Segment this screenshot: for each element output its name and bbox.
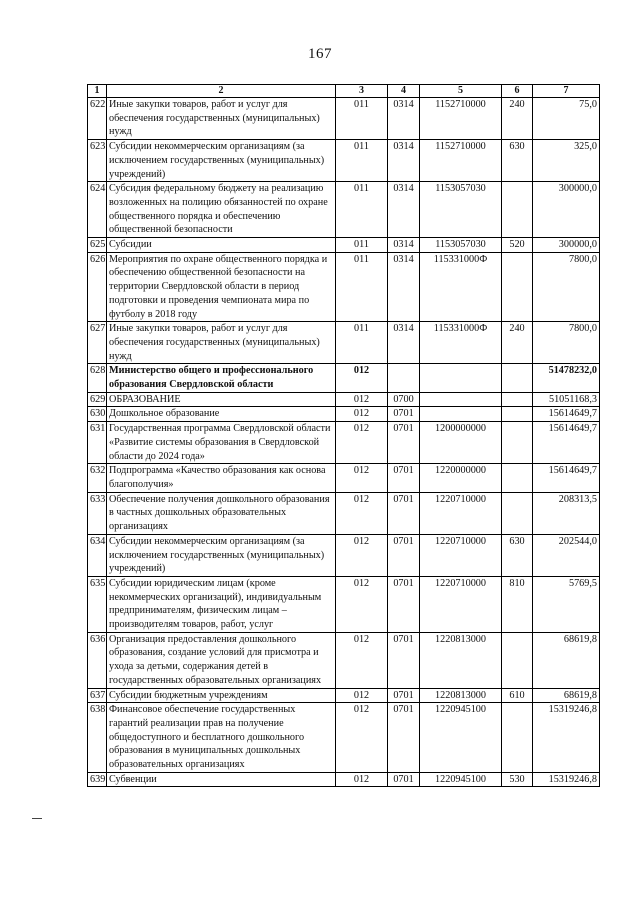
row-ministry-code: 012 — [336, 772, 388, 787]
row-section-code: 0701 — [388, 464, 420, 492]
row-number: 624 — [88, 182, 107, 238]
row-expense-type: 530 — [502, 772, 533, 787]
row-amount: 15319246,8 — [533, 772, 600, 787]
row-number: 626 — [88, 252, 107, 322]
row-number: 634 — [88, 534, 107, 576]
row-name: Субсидии некоммерческим организациям (за исключением государственных (муниципальных) учреждений) — [107, 534, 336, 576]
row-target-code: 1220710000 — [420, 492, 502, 534]
row-ministry-code: 011 — [336, 322, 388, 364]
table-row — [88, 632, 600, 688]
row-section-code: 0314 — [388, 322, 420, 364]
row-expense-type — [502, 464, 533, 492]
row-expense-type: 240 — [502, 322, 533, 364]
row-name: Субсидия федеральному бюджету на реализацию возложенных на полицию обязанностей по охране общественного порядка и обеспечению общественной безопасности — [107, 182, 336, 238]
row-target-code: 1153057030 — [420, 238, 502, 253]
row-ministry-code: 012 — [336, 534, 388, 576]
row-amount: 325,0 — [533, 140, 600, 182]
row-target-code — [420, 407, 502, 422]
row-number: 623 — [88, 140, 107, 182]
row-name: Иные закупки товаров, работ и услуг для обеспечения государственных (муниципальных) нужд — [107, 98, 336, 140]
row-target-code: 1220710000 — [420, 576, 502, 632]
row-amount: 68619,8 — [533, 632, 600, 688]
row-section-code: 0314 — [388, 98, 420, 140]
row-amount: 5769,5 — [533, 576, 600, 632]
table-row — [88, 772, 600, 787]
row-amount: 75,0 — [533, 98, 600, 140]
row-section-code: 0701 — [388, 422, 420, 464]
table-row — [88, 464, 600, 492]
row-number: 636 — [88, 632, 107, 688]
row-name: Подпрограмма «Качество образования как основа благополучия» — [107, 464, 336, 492]
row-section-code: 0314 — [388, 252, 420, 322]
row-name: Дошкольное образование — [107, 407, 336, 422]
table-row — [88, 182, 600, 238]
row-amount: 300000,0 — [533, 182, 600, 238]
row-expense-type — [502, 703, 533, 773]
row-section-code: 0314 — [388, 140, 420, 182]
row-expense-type: 630 — [502, 534, 533, 576]
header-col-2: 2 — [107, 85, 336, 98]
table-row — [88, 98, 600, 140]
row-target-code: 1200000000 — [420, 422, 502, 464]
row-target-code: 1220945100 — [420, 703, 502, 773]
row-amount: 208313,5 — [533, 492, 600, 534]
row-ministry-code: 012 — [336, 632, 388, 688]
row-ministry-code: 012 — [336, 464, 388, 492]
table-body — [88, 98, 600, 787]
row-name: Организация предоставления дошкольного образования, создание условий для присмотра и ухода за детьми, содержания детей в государственных образовательных организациях — [107, 632, 336, 688]
row-target-code — [420, 364, 502, 392]
row-expense-type: 520 — [502, 238, 533, 253]
row-target-code: 115331000Ф — [420, 252, 502, 322]
row-target-code: 1220813000 — [420, 688, 502, 703]
row-amount: 15614649,7 — [533, 422, 600, 464]
row-amount: 51051168,3 — [533, 392, 600, 407]
row-expense-type — [502, 422, 533, 464]
table-row — [88, 703, 600, 773]
row-name: Финансовое обеспечение государственных гарантий реализации прав на получение общедоступного и бесплатного дошкольного образования в муниципальных дошкольных образовательных организациях — [107, 703, 336, 773]
header-col-1: 1 — [88, 85, 107, 98]
row-section-code: 0314 — [388, 238, 420, 253]
row-number: 635 — [88, 576, 107, 632]
row-name: Обеспечение получения дошкольного образования в частных дошкольных образовательных организациях — [107, 492, 336, 534]
row-number: 637 — [88, 688, 107, 703]
table-row — [88, 238, 600, 253]
row-expense-type — [502, 407, 533, 422]
row-name: Мероприятия по охране общественного порядка и обеспечению общественной безопасности на территории Свердловской области в период подготовки и проведения чемпионата мира по футболу в 2018 году — [107, 252, 336, 322]
row-number: 632 — [88, 464, 107, 492]
header-col-4: 4 — [388, 85, 420, 98]
row-amount: 7800,0 — [533, 252, 600, 322]
row-section-code: 0701 — [388, 576, 420, 632]
header-col-7: 7 — [533, 85, 600, 98]
row-name: Министерство общего и профессионального образования Свердловской области — [107, 364, 336, 392]
row-section-code: 0314 — [388, 182, 420, 238]
row-section-code — [388, 364, 420, 392]
row-ministry-code: 011 — [336, 98, 388, 140]
row-number: 639 — [88, 772, 107, 787]
table-row — [88, 140, 600, 182]
row-expense-type — [502, 632, 533, 688]
row-amount: 51478232,0 — [533, 364, 600, 392]
row-ministry-code: 011 — [336, 182, 388, 238]
row-expense-type — [502, 364, 533, 392]
row-ministry-code: 012 — [336, 492, 388, 534]
row-name: Субсидии юридическим лицам (кроме некоммерческих организаций), индивидуальным предпринимателям, физическим лицам – производителям товаров, работ, услуг — [107, 576, 336, 632]
table-row — [88, 422, 600, 464]
row-number: 629 — [88, 392, 107, 407]
row-number: 625 — [88, 238, 107, 253]
table-row — [88, 407, 600, 422]
header-col-5: 5 — [420, 85, 502, 98]
table-row — [88, 576, 600, 632]
row-amount: 15319246,8 — [533, 703, 600, 773]
row-expense-type — [502, 252, 533, 322]
row-name: Государственная программа Свердловской области «Развитие системы образования в Свердловской области до 2024 года» — [107, 422, 336, 464]
row-amount: 300000,0 — [533, 238, 600, 253]
row-name: Субсидии некоммерческим организациям (за исключением государственных (муниципальных) учреждений) — [107, 140, 336, 182]
row-amount: 15614649,7 — [533, 407, 600, 422]
row-amount: 7800,0 — [533, 322, 600, 364]
row-section-code: 0701 — [388, 772, 420, 787]
header-col-3: 3 — [336, 85, 388, 98]
table-row — [88, 492, 600, 534]
margin-mark — [32, 818, 42, 819]
row-ministry-code: 011 — [336, 252, 388, 322]
row-expense-type: 240 — [502, 98, 533, 140]
row-ministry-code: 011 — [336, 140, 388, 182]
row-ministry-code: 012 — [336, 364, 388, 392]
row-expense-type: 810 — [502, 576, 533, 632]
row-expense-type — [502, 182, 533, 238]
row-expense-type: 610 — [502, 688, 533, 703]
row-expense-type — [502, 392, 533, 407]
row-number: 638 — [88, 703, 107, 773]
row-target-code: 1220813000 — [420, 632, 502, 688]
row-section-code: 0701 — [388, 492, 420, 534]
row-number: 622 — [88, 98, 107, 140]
row-target-code: 1152710000 — [420, 98, 502, 140]
row-expense-type: 630 — [502, 140, 533, 182]
row-ministry-code: 012 — [336, 422, 388, 464]
table-row — [88, 688, 600, 703]
row-name: ОБРАЗОВАНИЕ — [107, 392, 336, 407]
row-name: Субсидии бюджетным учреждениям — [107, 688, 336, 703]
row-amount: 202544,0 — [533, 534, 600, 576]
header-col-6: 6 — [502, 85, 533, 98]
row-section-code: 0701 — [388, 703, 420, 773]
row-ministry-code: 012 — [336, 407, 388, 422]
row-name: Субвенции — [107, 772, 336, 787]
table-row — [88, 392, 600, 407]
row-target-code: 1220000000 — [420, 464, 502, 492]
row-ministry-code: 012 — [336, 392, 388, 407]
budget-table — [87, 84, 600, 787]
table-row — [88, 322, 600, 364]
row-section-code: 0700 — [388, 392, 420, 407]
row-ministry-code: 012 — [336, 576, 388, 632]
row-section-code: 0701 — [388, 632, 420, 688]
row-target-code: 1152710000 — [420, 140, 502, 182]
row-name: Субсидии — [107, 238, 336, 253]
row-target-code — [420, 392, 502, 407]
row-ministry-code: 012 — [336, 703, 388, 773]
row-ministry-code: 012 — [336, 688, 388, 703]
table-row — [88, 364, 600, 392]
row-target-code: 115331000Ф — [420, 322, 502, 364]
row-number: 627 — [88, 322, 107, 364]
row-target-code: 1220710000 — [420, 534, 502, 576]
row-ministry-code: 011 — [336, 238, 388, 253]
row-target-code: 1220945100 — [420, 772, 502, 787]
row-number: 630 — [88, 407, 107, 422]
table-row — [88, 534, 600, 576]
table-header-row — [88, 85, 600, 98]
row-expense-type — [502, 492, 533, 534]
row-amount: 15614649,7 — [533, 464, 600, 492]
row-number: 633 — [88, 492, 107, 534]
row-section-code: 0701 — [388, 688, 420, 703]
row-target-code: 1153057030 — [420, 182, 502, 238]
row-section-code: 0701 — [388, 407, 420, 422]
row-number: 631 — [88, 422, 107, 464]
row-amount: 68619,8 — [533, 688, 600, 703]
row-number: 628 — [88, 364, 107, 392]
row-name: Иные закупки товаров, работ и услуг для обеспечения государственных (муниципальных) нужд — [107, 322, 336, 364]
table-row — [88, 252, 600, 322]
page-number: 167 — [308, 46, 332, 62]
row-section-code: 0701 — [388, 534, 420, 576]
